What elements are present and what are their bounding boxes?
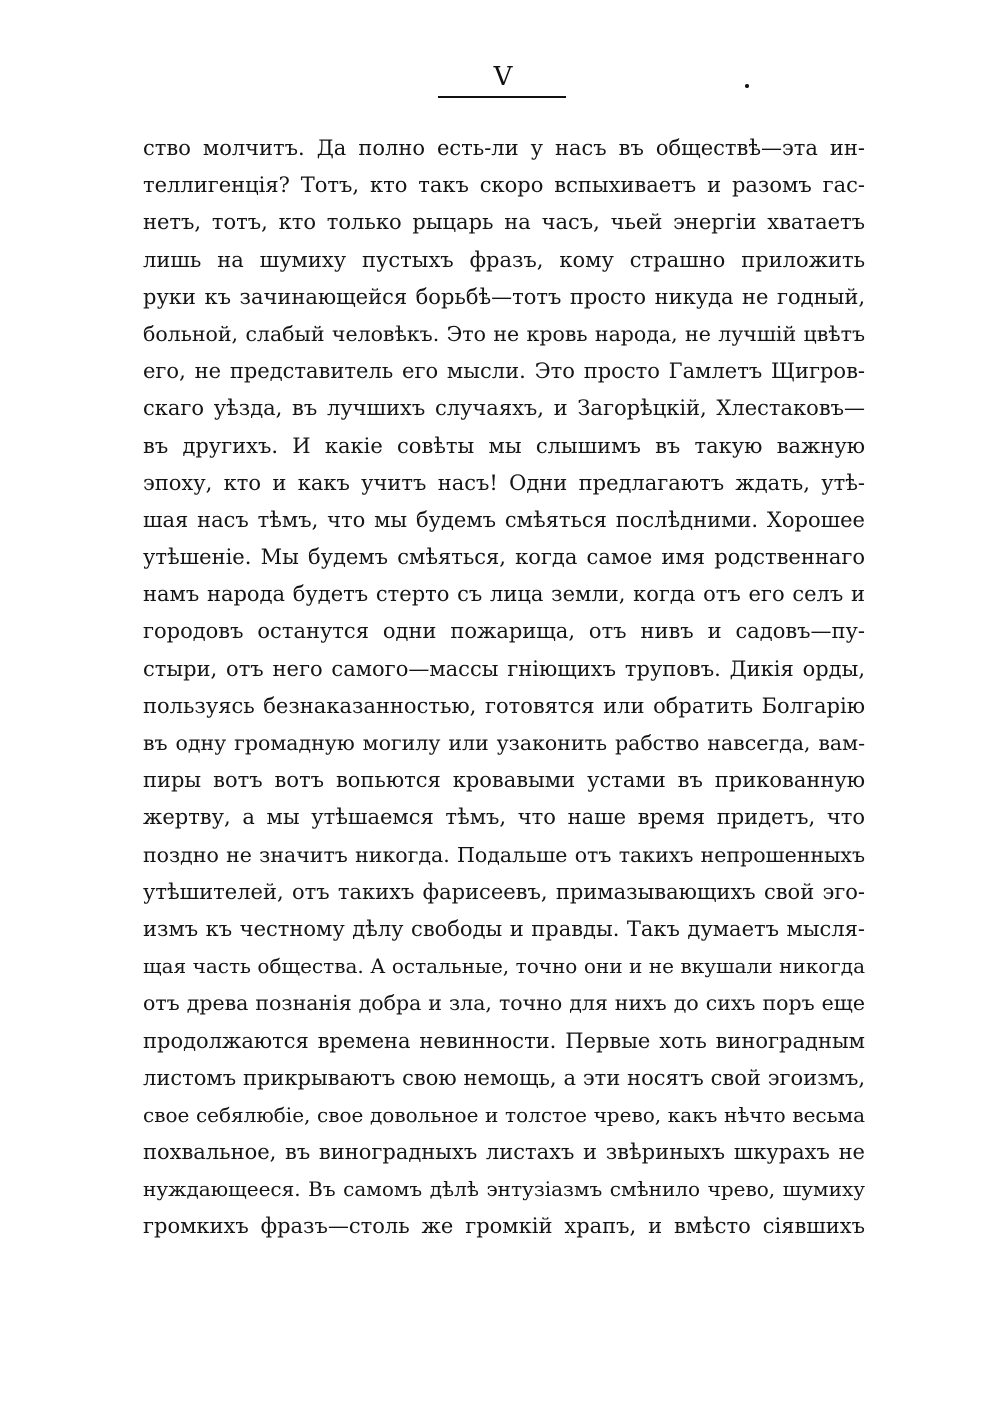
text-line: его, не представитель его мысли. Это просто Гамлетъ Щигров-: [143, 359, 865, 384]
text-line: лишь на шумиху пустыхъ фразъ, кому страшно приложить: [143, 247, 865, 272]
text-line: громкихъ фразъ—столь же громкій храпъ, и вмѣсто сіявшихъ: [143, 1214, 865, 1239]
text-line: похвальное, въ виноградныхъ листахъ и звѣриныхъ шкурахъ не: [143, 1140, 865, 1165]
text-line: эпоху, кто и какъ учитъ насъ! Одни предлагаютъ ждать, утѣ-: [143, 470, 865, 495]
text-line: нетъ, тотъ, кто только рыцарь на часъ, чьей энергіи хватаетъ: [143, 210, 865, 235]
text-line: шая насъ тѣмъ, что мы будемъ смѣяться послѣдними. Хорошее: [143, 507, 865, 532]
header-rule: [438, 96, 566, 98]
text-line: утѣшителей, отъ такихъ фарисеевъ, примазывающихъ свой эго-: [143, 879, 865, 904]
text-line: намъ народа будетъ стерто съ лица земли, когда отъ его селъ и: [143, 582, 865, 607]
text-line: въ другихъ. И какіе совѣты мы слышимъ въ такую важную: [143, 433, 865, 458]
text-line: руки къ зачинающейся борьбѣ—тотъ просто никуда не годный,: [143, 284, 865, 309]
text-line: отъ древа познанія добра и зла, точно для нихъ до сихъ поръ еще: [143, 991, 865, 1016]
text-line: нуждающееся. Въ самомъ дѣлѣ энтузіазмъ смѣнило чрево, шумиху: [143, 1177, 865, 1202]
text-line: пиры вотъ вотъ вопьются кровавыми устами въ прикованную: [143, 768, 865, 793]
text-line: пользуясь безнаказанностью, готовятся или обратить Болгарію: [143, 693, 865, 718]
text-line: продолжаются времена невинности. Первые хоть виноградным: [143, 1028, 865, 1053]
text-line: свое себялюбіе, свое довольное и толстое чрево, какъ нѣчто весьма: [143, 1102, 865, 1127]
text-line: стыри, отъ него самого—массы гніющихъ труповъ. Дикія орды,: [143, 656, 865, 681]
text-line: листомъ прикрываютъ свою немощь, а эти носятъ свой эгоизмъ,: [143, 1065, 865, 1090]
text-line: измъ къ честному дѣлу свободы и правды. Такъ думаетъ мысля-: [143, 916, 865, 941]
page-header: [438, 62, 568, 102]
text-line: жертву, а мы утѣшаемся тѣмъ, что наше время придетъ, что: [143, 805, 865, 830]
text-line: поздно не значитъ никогда. Подальше отъ такихъ непрошенныхъ: [143, 842, 865, 867]
body-text: [143, 130, 865, 1246]
text-line: въ одну громадную могилу или узаконить рабство навсегда, вам-: [143, 731, 865, 755]
text-line: теллигенція? Тотъ, кто такъ скоро вспыхиваетъ и разомъ гас-: [143, 173, 865, 198]
text-line: городовъ останутся одни пожарища, отъ нивъ и садовъ—пу-: [143, 619, 865, 644]
text-line: щая часть общества. А остальные, точно они и не вкушали никогда: [143, 954, 865, 979]
text-line: ство молчитъ. Да полно есть-ли у насъ въ обществѣ—эта ин-: [143, 136, 865, 160]
page-number: V: [493, 62, 513, 92]
text-line: утѣшеніе. Мы будемъ смѣяться, когда самое имя родственнаго: [143, 545, 865, 570]
text-line: скаго уѣзда, въ лучшихъ случаяхъ, и Загорѣцкій, Хлестаковъ—: [143, 396, 865, 421]
ink-speck: [745, 84, 749, 88]
text-line: больной, слабый человѣкъ. Это не кровь народа, не лучшій цвѣтъ: [143, 321, 865, 346]
